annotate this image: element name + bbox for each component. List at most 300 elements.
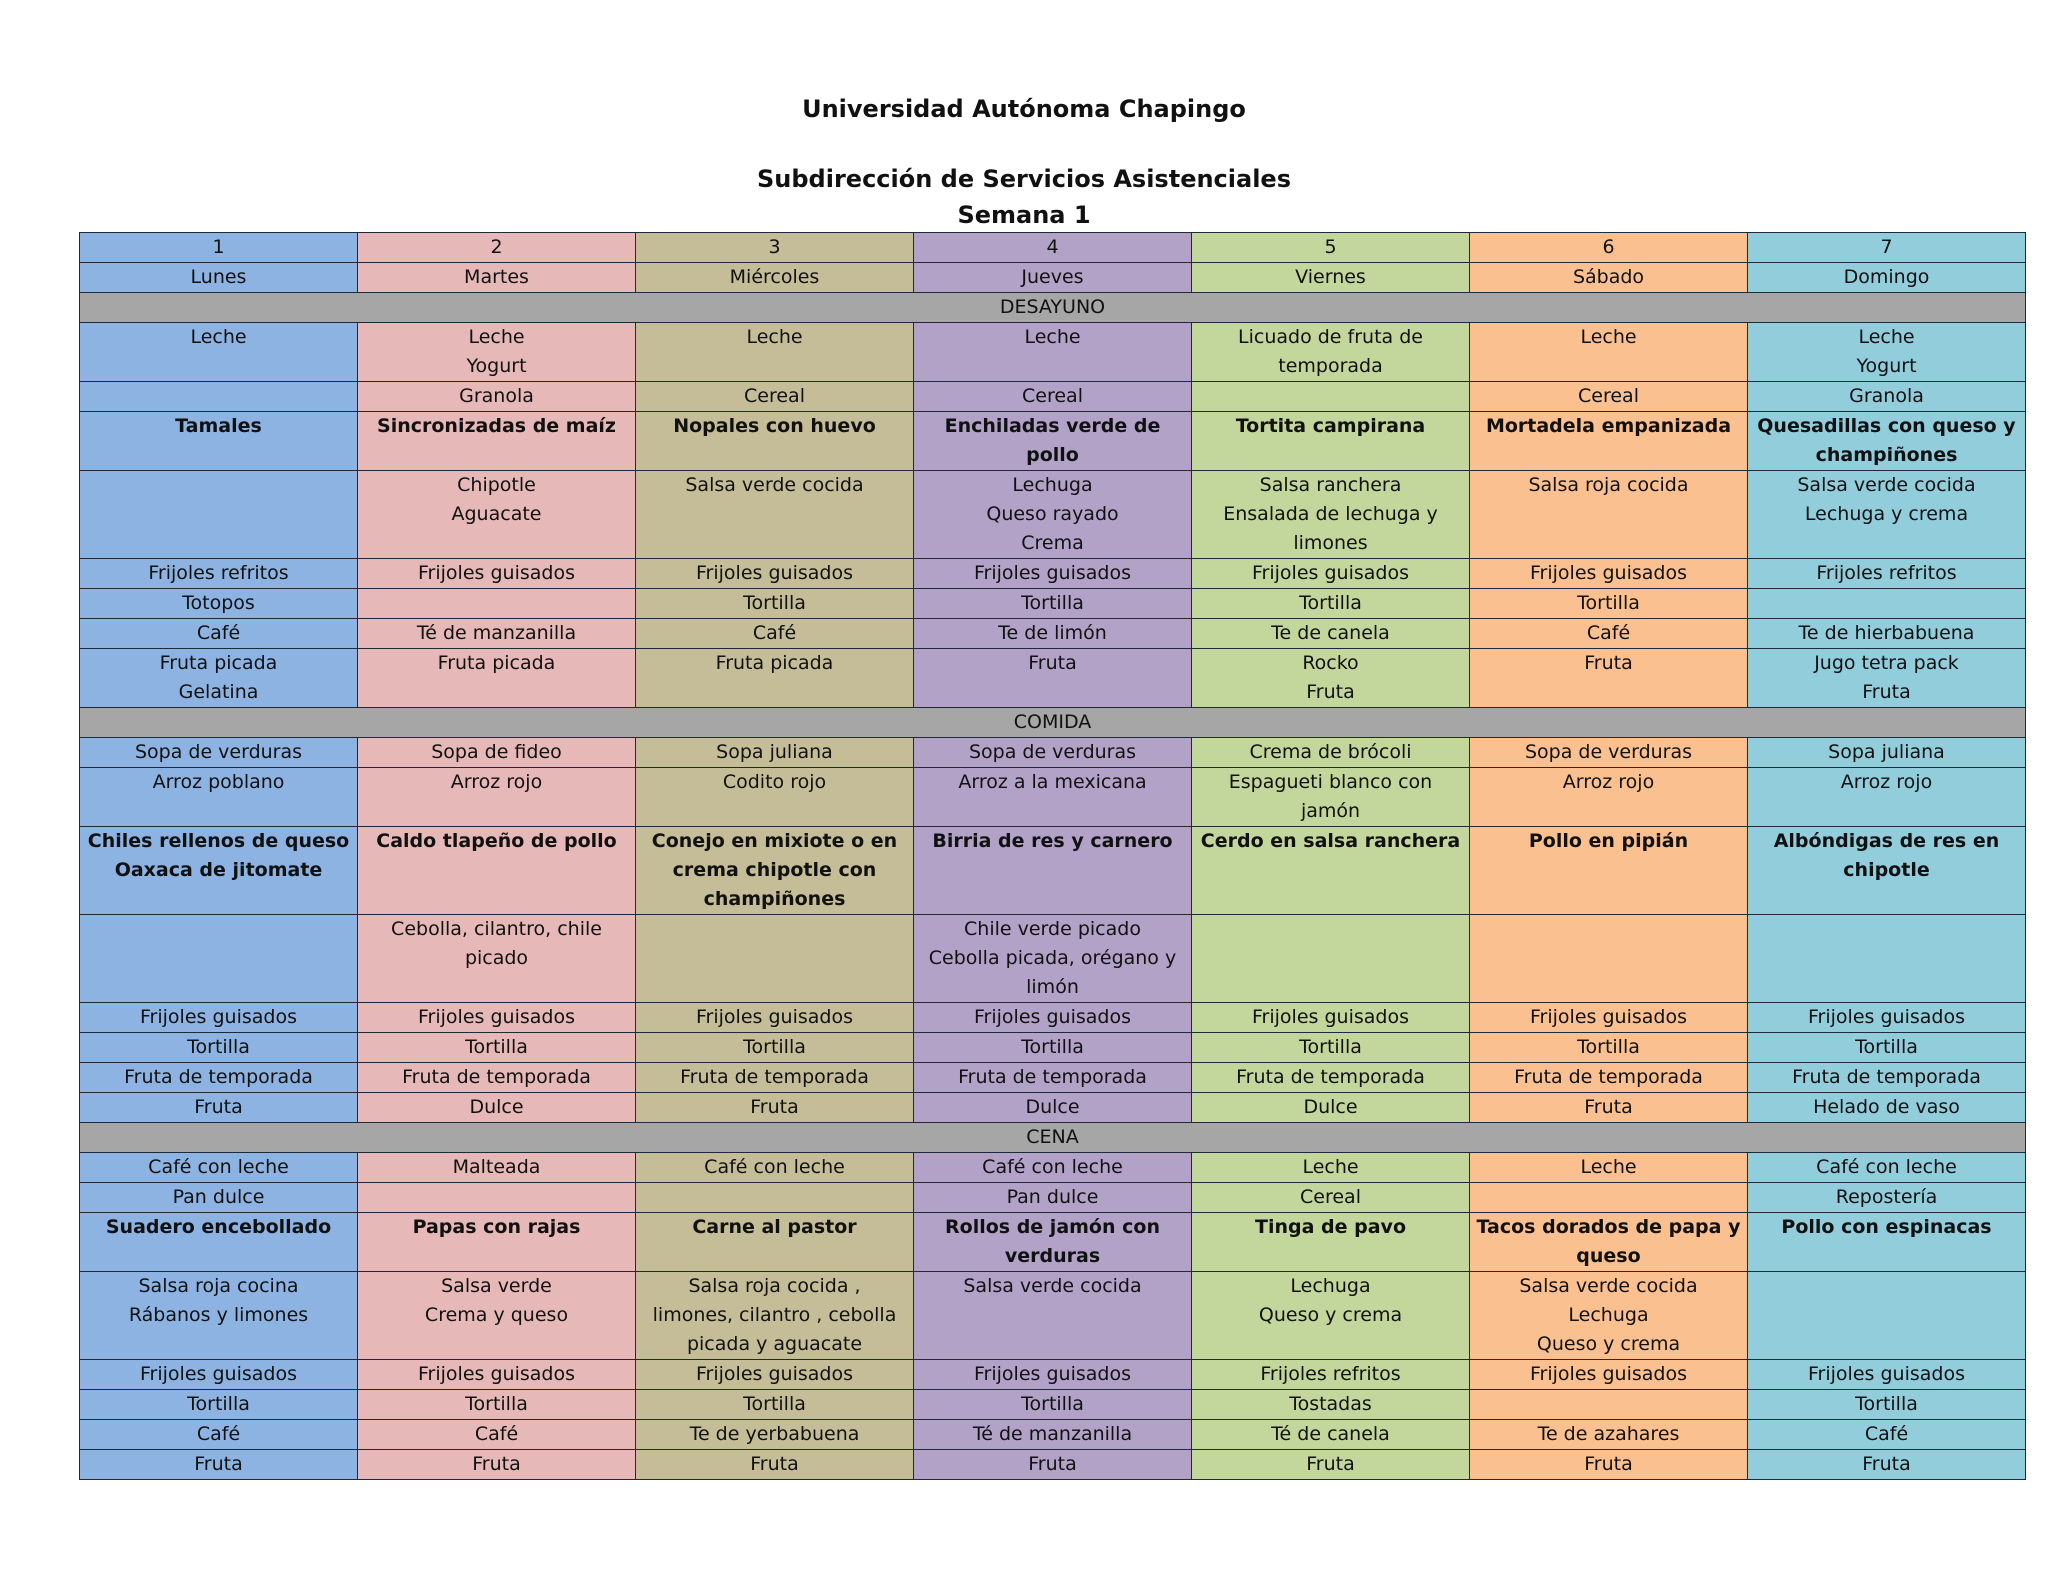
main-dish-cell bbox=[80, 412, 358, 471]
menu-item-text: Café bbox=[1586, 622, 1631, 644]
menu-item-text: Birria de res y carnero bbox=[932, 830, 1173, 852]
menu-item-cell bbox=[636, 1360, 914, 1390]
menu-item-cell bbox=[1748, 1093, 2026, 1123]
menu-item-text: Frijoles guisados bbox=[696, 1363, 853, 1385]
menu-item-text: Arroz rojo bbox=[450, 771, 543, 793]
table-row bbox=[80, 412, 2026, 471]
menu-item-cell bbox=[914, 738, 1192, 768]
menu-item-text: Nopales con huevo bbox=[673, 415, 876, 437]
menu-item-cell bbox=[358, 619, 636, 649]
menu-item-text: Salsa roja cocina bbox=[138, 1275, 299, 1297]
menu-item-cell bbox=[80, 1153, 358, 1183]
menu-item-text: Frijoles guisados bbox=[1808, 1006, 1965, 1028]
table-row bbox=[80, 382, 2026, 412]
menu-item-text: Crema bbox=[1021, 532, 1084, 554]
menu-item-text: Te de limón bbox=[998, 622, 1107, 644]
menu-item-text: Pan dulce bbox=[1006, 1186, 1099, 1208]
table-row bbox=[80, 293, 2026, 323]
menu-item-text: Fruta bbox=[472, 1453, 521, 1475]
menu-item-text: Rocko bbox=[1302, 652, 1359, 674]
menu-item-text: Te de hierbabuena bbox=[1798, 622, 1975, 644]
menu-item-text: Tacos dorados de papa y bbox=[1476, 1216, 1741, 1238]
menu-item-text: Salsa roja cocida , bbox=[688, 1275, 861, 1297]
menu-item-cell bbox=[80, 915, 358, 1003]
menu-item-text: Salsa ranchera bbox=[1259, 474, 1402, 496]
menu-item-text: Salsa verde cocida bbox=[685, 474, 864, 496]
table-row bbox=[80, 233, 2026, 263]
menu-item-cell bbox=[1748, 649, 2026, 708]
table-row bbox=[80, 649, 2026, 708]
menu-item-text: Salsa roja cocida bbox=[1528, 474, 1689, 496]
menu-item-text: Tortilla bbox=[1855, 1393, 1918, 1415]
menu-item-cell bbox=[358, 1153, 636, 1183]
menu-item-text: Conejo en mixiote o en bbox=[651, 830, 898, 852]
menu-item-text: Espagueti blanco con bbox=[1228, 771, 1433, 793]
menu-item-text: temporada bbox=[1278, 355, 1383, 377]
menu-item-cell bbox=[1470, 1183, 1748, 1213]
menu-item-cell bbox=[1748, 471, 2026, 559]
menu-item-text: Fruta de temporada bbox=[124, 1066, 313, 1088]
menu-item-text: Café bbox=[1864, 1423, 1909, 1445]
menu-item-text: Fruta bbox=[1028, 652, 1077, 674]
table-row bbox=[80, 1123, 2026, 1153]
main-dish-cell bbox=[358, 1213, 636, 1272]
menu-item-text: Café bbox=[474, 1423, 519, 1445]
menu-item-cell bbox=[636, 1003, 914, 1033]
menu-item-cell bbox=[1192, 471, 1470, 559]
menu-item-cell bbox=[1470, 1450, 1748, 1480]
menu-item-cell bbox=[1192, 1033, 1470, 1063]
menu-item-text: Fruta bbox=[1028, 1453, 1077, 1475]
menu-item-cell bbox=[1192, 1360, 1470, 1390]
menu-item-text: Pollo en pipián bbox=[1528, 830, 1689, 852]
menu-item-text: Fruta bbox=[750, 1453, 799, 1475]
table-row bbox=[80, 471, 2026, 559]
menu-item-text: picado bbox=[464, 947, 529, 969]
main-dish-cell bbox=[1748, 412, 2026, 471]
menu-item-text: Cereal bbox=[1578, 385, 1639, 407]
menu-item-cell bbox=[636, 1153, 914, 1183]
menu-item-cell bbox=[1192, 1390, 1470, 1420]
menu-item-cell bbox=[80, 471, 358, 559]
menu-item-text: Sopa de verduras bbox=[1524, 741, 1693, 763]
menu-item-text: Frijoles guisados bbox=[1808, 1363, 1965, 1385]
menu-item-cell bbox=[80, 1003, 358, 1033]
menu-item-text: Totopos bbox=[182, 592, 255, 614]
menu-item-cell bbox=[80, 649, 358, 708]
menu-item-cell bbox=[914, 768, 1192, 827]
menu-item-cell bbox=[914, 382, 1192, 412]
menu-item-cell bbox=[358, 1390, 636, 1420]
menu-item-text: Fruta bbox=[1862, 681, 1911, 703]
menu-item-cell bbox=[1470, 1003, 1748, 1033]
menu-item-text: Te de azahares bbox=[1537, 1423, 1680, 1445]
main-dish-cell bbox=[636, 827, 914, 915]
day-number-cell: 5 bbox=[1192, 233, 1470, 263]
table-row bbox=[80, 1420, 2026, 1450]
main-dish-cell bbox=[636, 1213, 914, 1272]
menu-item-text: Dulce bbox=[1025, 1096, 1080, 1118]
table-row bbox=[80, 827, 2026, 915]
menu-item-text: Dulce bbox=[1303, 1096, 1358, 1118]
menu-item-cell bbox=[358, 1003, 636, 1033]
menu-item-cell bbox=[358, 738, 636, 768]
menu-item-text: Café bbox=[196, 622, 241, 644]
department-title: Subdirección de Servicios Asistenciales bbox=[757, 165, 1291, 193]
table-row bbox=[80, 915, 2026, 1003]
day-number-cell: 1 bbox=[80, 233, 358, 263]
menu-item-text: Leche bbox=[1858, 326, 1915, 348]
menu-item-text: Tortilla bbox=[187, 1393, 250, 1415]
menu-item-cell bbox=[636, 1272, 914, 1360]
table-row bbox=[80, 708, 2026, 738]
menu-item-text: Codito rojo bbox=[722, 771, 827, 793]
menu-item-text: Carne al pastor bbox=[692, 1216, 857, 1238]
menu-item-cell bbox=[1470, 1153, 1748, 1183]
main-dish-cell bbox=[358, 827, 636, 915]
menu-item-cell bbox=[1470, 1093, 1748, 1123]
menu-item-cell bbox=[636, 1063, 914, 1093]
menu-item-cell bbox=[1748, 382, 2026, 412]
menu-item-text: Tortilla bbox=[1021, 592, 1084, 614]
menu-item-cell bbox=[1748, 323, 2026, 382]
menu-item-text: Salsa verde cocida bbox=[1797, 474, 1976, 496]
menu-item-text: chipotle bbox=[1843, 859, 1930, 881]
menu-item-text: Chiles rellenos de queso bbox=[87, 830, 350, 852]
menu-item-cell bbox=[914, 619, 1192, 649]
menu-item-text: Cereal bbox=[1022, 385, 1083, 407]
menu-item-text: Fruta de temporada bbox=[1236, 1066, 1425, 1088]
menu-item-text: Frijoles guisados bbox=[418, 562, 575, 584]
menu-item-text: Granola bbox=[459, 385, 534, 407]
menu-item-cell bbox=[1748, 1390, 2026, 1420]
menu-item-text: Tortilla bbox=[743, 1393, 806, 1415]
menu-item-cell bbox=[1748, 1003, 2026, 1033]
table-row bbox=[80, 738, 2026, 768]
menu-item-text: Tortilla bbox=[465, 1393, 528, 1415]
menu-item-text: Tortilla bbox=[1021, 1036, 1084, 1058]
menu-item-cell bbox=[1470, 1420, 1748, 1450]
menu-item-text: Tortilla bbox=[1299, 592, 1362, 614]
menu-item-text: Leche bbox=[1024, 326, 1081, 348]
menu-item-cell bbox=[636, 559, 914, 589]
menu-item-cell bbox=[1192, 649, 1470, 708]
menu-item-cell bbox=[636, 915, 914, 1003]
menu-item-text: Lechuga bbox=[1568, 1304, 1649, 1326]
menu-item-text: Fruta de temporada bbox=[958, 1066, 1147, 1088]
menu-item-text: Albóndigas de res en bbox=[1773, 830, 2000, 852]
menu-item-cell bbox=[358, 1033, 636, 1063]
menu-item-cell bbox=[80, 559, 358, 589]
menu-item-cell bbox=[636, 649, 914, 708]
menu-item-cell bbox=[1470, 1390, 1748, 1420]
menu-item-cell bbox=[636, 619, 914, 649]
main-dish-cell bbox=[914, 412, 1192, 471]
menu-item-text: Té de canela bbox=[1271, 1423, 1390, 1445]
menu-item-cell bbox=[636, 471, 914, 559]
menu-item-cell bbox=[636, 1183, 914, 1213]
menu-item-cell bbox=[1470, 1272, 1748, 1360]
main-dish-cell bbox=[80, 827, 358, 915]
menu-item-text: Fruta de temporada bbox=[1514, 1066, 1703, 1088]
menu-item-cell bbox=[914, 1003, 1192, 1033]
menu-item-text: Salsa verde cocida bbox=[1519, 1275, 1698, 1297]
menu-item-text: Frijoles guisados bbox=[974, 562, 1131, 584]
menu-item-text: Tinga de pavo bbox=[1255, 1216, 1406, 1238]
menu-item-cell bbox=[1748, 1360, 2026, 1390]
menu-item-cell bbox=[1192, 1093, 1470, 1123]
menu-item-cell bbox=[80, 768, 358, 827]
menu-item-cell bbox=[1748, 1272, 2026, 1360]
menu-item-cell bbox=[1470, 1063, 1748, 1093]
menu-item-text: Rábanos y limones bbox=[128, 1304, 309, 1326]
menu-item-cell bbox=[914, 471, 1192, 559]
menu-item-cell bbox=[80, 1450, 358, 1480]
day-number-cell: 7 bbox=[1748, 233, 2026, 263]
menu-item-cell bbox=[636, 1420, 914, 1450]
menu-item-text: Salsa verde cocida bbox=[963, 1275, 1142, 1297]
menu-item-text: Frijoles guisados bbox=[140, 1006, 297, 1028]
menu-item-text: Yogurt bbox=[466, 355, 527, 377]
menu-item-text: Arroz rojo bbox=[1840, 771, 1933, 793]
menu-item-text: limón bbox=[1026, 976, 1079, 998]
menu-item-text: Crema de brócoli bbox=[1249, 741, 1412, 763]
table-row bbox=[80, 1272, 2026, 1360]
menu-item-cell bbox=[1470, 589, 1748, 619]
menu-item-text: Fruta bbox=[194, 1096, 243, 1118]
menu-item-cell bbox=[80, 1063, 358, 1093]
menu-item-cell bbox=[80, 1033, 358, 1063]
menu-item-text: Caldo tlapeño de pollo bbox=[376, 830, 617, 852]
menu-item-cell bbox=[1748, 915, 2026, 1003]
menu-item-text: Arroz rojo bbox=[1562, 771, 1655, 793]
table-row bbox=[80, 559, 2026, 589]
menu-item-text: Crema y queso bbox=[424, 1304, 569, 1326]
menu-item-cell bbox=[914, 589, 1192, 619]
menu-item-text: Jugo tetra pack bbox=[1814, 652, 1959, 674]
menu-item-cell bbox=[358, 559, 636, 589]
menu-item-cell bbox=[1192, 1183, 1470, 1213]
week-title: Semana 1 bbox=[957, 201, 1091, 229]
menu-item-cell bbox=[1470, 738, 1748, 768]
menu-item-cell bbox=[80, 1183, 358, 1213]
table-row bbox=[80, 1063, 2026, 1093]
menu-item-text: Frijoles guisados bbox=[418, 1363, 575, 1385]
menu-item-text: Fruta bbox=[750, 1096, 799, 1118]
menu-item-cell bbox=[358, 768, 636, 827]
menu-item-cell bbox=[358, 471, 636, 559]
menu-item-text: Café con leche bbox=[148, 1156, 289, 1178]
day-number-cell: 2 bbox=[358, 233, 636, 263]
menu-item-text: Pan dulce bbox=[172, 1186, 265, 1208]
main-dish-cell bbox=[914, 827, 1192, 915]
table-row bbox=[80, 768, 2026, 827]
menu-item-text: Cereal bbox=[744, 385, 805, 407]
menu-item-text: crema chipotle con bbox=[672, 859, 877, 881]
menu-item-cell bbox=[1192, 619, 1470, 649]
menu-item-cell bbox=[1748, 1153, 2026, 1183]
menu-item-text: Tortilla bbox=[1577, 1036, 1640, 1058]
menu-item-cell bbox=[358, 1093, 636, 1123]
menu-item-cell bbox=[914, 559, 1192, 589]
table-row bbox=[80, 1093, 2026, 1123]
table-row bbox=[80, 263, 2026, 293]
menu-item-cell bbox=[358, 589, 636, 619]
menu-item-text: Fruta bbox=[1584, 652, 1633, 674]
menu-item-text: Café con leche bbox=[1816, 1156, 1957, 1178]
menu-item-text: limones, cilantro , cebolla bbox=[652, 1304, 897, 1326]
main-dish-cell bbox=[80, 1213, 358, 1272]
menu-item-cell bbox=[80, 1360, 358, 1390]
menu-item-cell bbox=[80, 323, 358, 382]
menu-item-text: champiñones bbox=[703, 888, 846, 910]
menu-item-text: picada y aguacate bbox=[686, 1333, 863, 1355]
menu-item-cell bbox=[358, 649, 636, 708]
menu-item-text: Cebolla picada, orégano y bbox=[928, 947, 1177, 969]
menu-item-text: Frijoles guisados bbox=[974, 1363, 1131, 1385]
menu-item-text: Tortilla bbox=[1577, 592, 1640, 614]
menu-item-text: Helado de vaso bbox=[1813, 1096, 1960, 1118]
menu-item-cell bbox=[1748, 1063, 2026, 1093]
table-row bbox=[80, 1360, 2026, 1390]
menu-item-cell bbox=[1748, 738, 2026, 768]
table-row bbox=[80, 589, 2026, 619]
menu-item-text: Fruta bbox=[194, 1453, 243, 1475]
menu-item-text: jamón bbox=[1300, 800, 1361, 822]
day-name-cell: Martes bbox=[358, 263, 636, 293]
menu-item-text: Fruta picada bbox=[715, 652, 834, 674]
menu-item-text: Fruta de temporada bbox=[1792, 1066, 1981, 1088]
weekly-menu-table bbox=[79, 232, 2026, 1480]
menu-item-cell bbox=[358, 382, 636, 412]
menu-item-text: Chile verde picado bbox=[964, 918, 1141, 940]
menu-item-cell bbox=[1192, 1272, 1470, 1360]
menu-item-cell bbox=[358, 1360, 636, 1390]
menu-item-cell bbox=[1470, 323, 1748, 382]
menu-item-text: Sopa juliana bbox=[1828, 741, 1945, 763]
menu-item-text: Cebolla, cilantro, chile bbox=[391, 918, 602, 940]
menu-item-text: Lechuga bbox=[1012, 474, 1093, 496]
table-row bbox=[80, 619, 2026, 649]
menu-item-text: Té de manzanilla bbox=[416, 622, 577, 644]
menu-item-text: Café bbox=[752, 622, 797, 644]
menu-item-text: Sopa juliana bbox=[716, 741, 833, 763]
menu-item-text: Tortilla bbox=[465, 1036, 528, 1058]
menu-item-cell bbox=[914, 1390, 1192, 1420]
menu-item-cell bbox=[636, 382, 914, 412]
menu-item-cell bbox=[1192, 1450, 1470, 1480]
menu-item-cell bbox=[636, 738, 914, 768]
menu-item-cell bbox=[914, 1420, 1192, 1450]
menu-item-text: Queso y crema bbox=[1258, 1304, 1403, 1326]
menu-item-text: Leche bbox=[190, 326, 247, 348]
menu-item-text: champiñones bbox=[1815, 444, 1958, 466]
main-dish-cell bbox=[358, 412, 636, 471]
menu-item-cell bbox=[358, 1183, 636, 1213]
menu-item-cell bbox=[914, 1360, 1192, 1390]
menu-item-text: Tortilla bbox=[187, 1036, 250, 1058]
menu-item-cell bbox=[1470, 768, 1748, 827]
menu-item-cell bbox=[1748, 1183, 2026, 1213]
menu-item-text: Salsa verde bbox=[441, 1275, 552, 1297]
main-dish-cell bbox=[1470, 827, 1748, 915]
menu-item-text: Papas con rajas bbox=[412, 1216, 581, 1238]
menu-item-text: Frijoles guisados bbox=[974, 1006, 1131, 1028]
menu-item-text: Tamales bbox=[175, 415, 262, 437]
menu-item-text: Te de yerbabuena bbox=[689, 1423, 860, 1445]
menu-item-text: Arroz poblano bbox=[152, 771, 285, 793]
menu-item-cell bbox=[914, 649, 1192, 708]
day-number-cell: 4 bbox=[914, 233, 1192, 263]
menu-item-cell bbox=[358, 1272, 636, 1360]
menu-item-text: Licuado de fruta de bbox=[1238, 326, 1423, 348]
menu-item-cell bbox=[914, 1063, 1192, 1093]
menu-item-cell bbox=[1192, 559, 1470, 589]
menu-item-cell bbox=[1470, 559, 1748, 589]
table-row bbox=[80, 323, 2026, 382]
menu-item-text: Rollos de jamón con bbox=[945, 1216, 1160, 1238]
meal-section-header: CENA bbox=[80, 1123, 2026, 1153]
menu-item-text: Cerdo en salsa ranchera bbox=[1200, 830, 1461, 852]
table-row bbox=[80, 1390, 2026, 1420]
menu-item-text: Repostería bbox=[1835, 1186, 1938, 1208]
menu-item-cell bbox=[1748, 589, 2026, 619]
menu-item-cell bbox=[914, 1033, 1192, 1063]
day-name-cell: Jueves bbox=[914, 263, 1192, 293]
menu-item-cell bbox=[914, 1153, 1192, 1183]
menu-item-text: Frijoles guisados bbox=[696, 1006, 853, 1028]
menu-item-cell bbox=[636, 1390, 914, 1420]
main-dish-cell bbox=[1748, 1213, 2026, 1272]
day-number-cell: 6 bbox=[1470, 233, 1748, 263]
menu-item-cell bbox=[80, 1390, 358, 1420]
menu-item-cell bbox=[358, 323, 636, 382]
menu-item-cell bbox=[1748, 619, 2026, 649]
menu-item-cell bbox=[1192, 1003, 1470, 1033]
menu-item-text: Tortilla bbox=[743, 592, 806, 614]
day-name-cell: Lunes bbox=[80, 263, 358, 293]
menu-item-cell bbox=[1748, 1450, 2026, 1480]
menu-item-text: queso bbox=[1576, 1245, 1641, 1267]
menu-item-cell bbox=[358, 1420, 636, 1450]
menu-item-text: Frijoles guisados bbox=[696, 562, 853, 584]
menu-item-text: Café con leche bbox=[704, 1156, 845, 1178]
menu-item-text: Cereal bbox=[1300, 1186, 1361, 1208]
menu-item-cell bbox=[1192, 915, 1470, 1003]
main-dish-cell bbox=[1470, 412, 1748, 471]
table-row bbox=[80, 1003, 2026, 1033]
menu-item-cell bbox=[914, 1272, 1192, 1360]
menu-item-cell bbox=[636, 589, 914, 619]
menu-item-text: Dulce bbox=[469, 1096, 524, 1118]
menu-item-text: Té de manzanilla bbox=[972, 1423, 1133, 1445]
menu-item-text: Yogurt bbox=[1856, 355, 1917, 377]
menu-item-text: Leche bbox=[1302, 1156, 1359, 1178]
menu-item-text: Leche bbox=[746, 326, 803, 348]
menu-item-text: Leche bbox=[1580, 1156, 1637, 1178]
menu-item-cell bbox=[1748, 768, 2026, 827]
menu-item-cell bbox=[358, 1450, 636, 1480]
menu-item-cell bbox=[1192, 589, 1470, 619]
menu-item-text: verduras bbox=[1004, 1245, 1101, 1267]
menu-item-text: Fruta picada bbox=[159, 652, 278, 674]
main-dish-cell bbox=[1470, 1213, 1748, 1272]
menu-item-text: Frijoles guisados bbox=[140, 1363, 297, 1385]
menu-item-cell bbox=[636, 1450, 914, 1480]
menu-item-text: Frijoles refritos bbox=[148, 562, 289, 584]
menu-item-text: Gelatina bbox=[178, 681, 259, 703]
menu-item-text: Queso y crema bbox=[1536, 1333, 1681, 1355]
